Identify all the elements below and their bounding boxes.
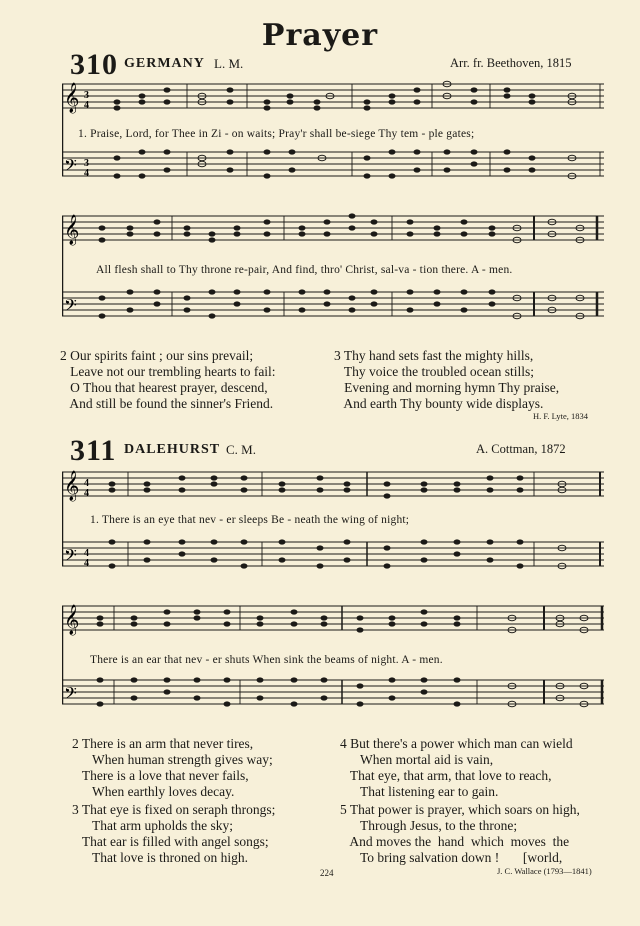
lyric-line: 1. There is an eye that nev - er sleeps Be - neath the wing of night; (90, 514, 410, 526)
author-credit: H. F. Lyte, 1834 (533, 411, 589, 421)
svg-text:𝄞: 𝄞 (64, 215, 80, 245)
section-title: Prayer (261, 18, 379, 53)
svg-text:3: 3 (84, 90, 89, 101)
svg-text:𝄞: 𝄞 (64, 83, 80, 113)
verse-block: 5 That power is prayer, which soars on high, Through Jesus, to the throne; And moves the hand which moves the To bring salvation down ! [world, (340, 802, 580, 865)
svg-text:4: 4 (84, 548, 89, 559)
svg-text:4: 4 (84, 488, 89, 499)
lyric-line: 1. Praise, Lord, for Thee in Zi - on waits; Pray'r shall be-siege Thy tem - ple gates; (78, 128, 475, 140)
svg-text:𝄢: 𝄢 (64, 683, 77, 707)
verse-block: 2 There is an arm that never tires, When human strength gives way; There is a love that never fails, When earthly loves decay. (72, 736, 273, 799)
verse-block: 3 That eye is fixed on seraph throngs; That arm upholds the sky; That ear is filled with angel songs; That love is throned on high. (72, 802, 276, 865)
hymn-number: 310 (70, 48, 118, 81)
tune-name: DALEHURST (124, 442, 221, 457)
svg-text:4: 4 (84, 100, 89, 111)
svg-text:𝄢: 𝄢 (64, 295, 77, 319)
composer-credit: Arr. fr. Beethoven, 1815 (450, 56, 572, 70)
meter: C. M. (226, 442, 256, 457)
svg-text:4: 4 (84, 168, 89, 179)
verse-block: 3 Thy hand sets fast the mighty hills, Thy voice the troubled ocean stills; Evening and morning hymn Thy praise, And earth Thy bounty wide displays. (334, 348, 560, 411)
svg-text:4: 4 (84, 558, 89, 569)
author-credit: J. C. Wallace (1793—1841) (497, 866, 592, 876)
svg-text:𝄢: 𝄢 (64, 155, 77, 179)
composer-credit: A. Cottman, 1872 (476, 442, 566, 456)
svg-text:𝄞: 𝄞 (64, 471, 80, 501)
lyric-line: All flesh shall to Thy throne re-pair, And find, thro' Christ, sal-va - tion there. A - men. (96, 264, 513, 276)
meter: L. M. (214, 56, 244, 71)
svg-text:3: 3 (84, 158, 89, 169)
tune-name: GERMANY (124, 56, 205, 71)
svg-text:𝄢: 𝄢 (64, 545, 77, 569)
verse-block: 2 Our spirits faint ; our sins prevail; Leave not our trembling hearts to fail: O Thou that hearest prayer, descend, And still be found the sinner's Friend. (60, 348, 276, 411)
lyric-line: There is an ear that nev - er shuts When sink the beams of night. A - men. (90, 654, 443, 666)
hymn-number: 311 (70, 434, 117, 467)
svg-text:4: 4 (84, 478, 89, 489)
svg-text:𝄞: 𝄞 (64, 605, 80, 635)
verse-block: 4 But there's a power which man can wield When mortal aid is vain, That eye, that arm, that love to reach, That listening ear to gain. (340, 736, 573, 799)
page-number: 224 (320, 868, 334, 878)
